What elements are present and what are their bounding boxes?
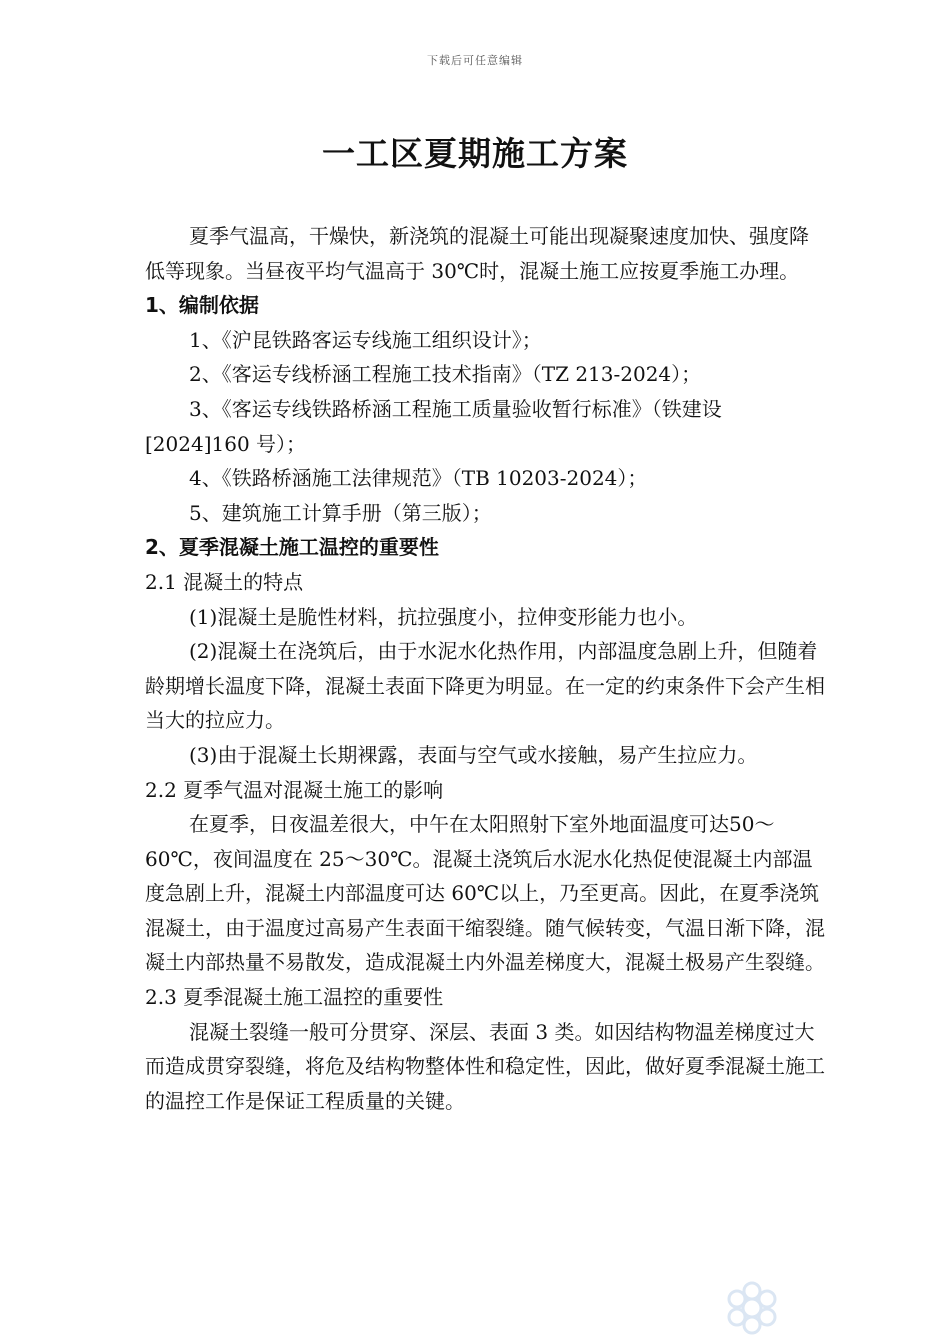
subsection-2-1-heading: 2.1 混凝土的特点	[145, 569, 304, 594]
subsection-2-2-heading: 2.2 夏季气温对混凝土施工的影响	[145, 777, 444, 802]
subsection-2-3-heading: 2.3 夏季混凝土施工温控的重要性	[145, 985, 444, 1010]
concrete-property-paragraph: (2)混凝土在浇筑后，由于水泥水化热作用，内部温度急剧上升，但随着龄期增长温度下降，混凝土表面下降更为明显。在一定的约束条件下会产生相当大的拉应力。	[145, 639, 825, 733]
reference-item: 2、《客运专线桥涵工程施工技术指南》（TZ 213-2024）；	[189, 362, 702, 387]
reference-item: 3、《客运专线铁路桥涵工程施工质量验收暂行标准》（铁建设[2024]160 号）；	[145, 396, 722, 456]
reference-item: 4、《铁路桥涵施工法律规范》（TB 10203-2024）；	[189, 466, 648, 491]
section-1-heading: 1、编制依据	[145, 293, 259, 318]
snowflake-watermark-icon	[722, 1278, 782, 1338]
concrete-property-paragraph: (1)混凝土是脆性材料，抗拉强度小，拉伸变形能力也小。	[189, 604, 698, 629]
header-note: 下载后可任意编辑	[427, 54, 523, 67]
reference-item: 1、《沪昆铁路客运专线施工组织设计》；	[189, 327, 542, 352]
concrete-property-paragraph: (3)由于混凝土长期裸露，表面与空气或水接触，易产生拉应力。	[189, 742, 758, 767]
summer-temperature-paragraph: 在夏季，日夜温差很大，中午在太阳照射下室外地面温度可达50～60℃，夜间温度在 25～30℃。混凝土浇筑后水泥水化热促使混凝土内部温度急剧上升，混凝土内部温度可达 60℃以上，乃至更高。因此，在夏季浇筑混凝土，由于温度过高易产生表面干缩裂缝。随气候转变，气温日渐下降，混凝土内部热量不易散发，造成混凝土内外温差梯度大，混凝土极易产生裂缝。	[145, 812, 825, 975]
section-2-heading: 2、夏季混凝土施工温控的重要性	[145, 535, 439, 560]
temperature-control-paragraph: 混凝土裂缝一般可分贯穿、深层、表面 3 类。如因结构物温差梯度过大而造成贯穿裂缝，将危及结构物整体性和稳定性，因此，做好夏季混凝土施工的温控工作是保证工程质量的关键。	[145, 1019, 825, 1113]
reference-item: 5、建筑施工计算手册（第三版）；	[189, 500, 492, 525]
document-body	[145, 219, 825, 1118]
document-title: 一工区夏期施工方案	[322, 134, 628, 173]
intro-paragraph: 夏季气温高，干燥快，新浇筑的混凝土可能出现凝聚速度加快、强度降低等现象。当昼夜平均气温高于 30℃时，混凝土施工应按夏季施工办理。	[145, 224, 809, 283]
